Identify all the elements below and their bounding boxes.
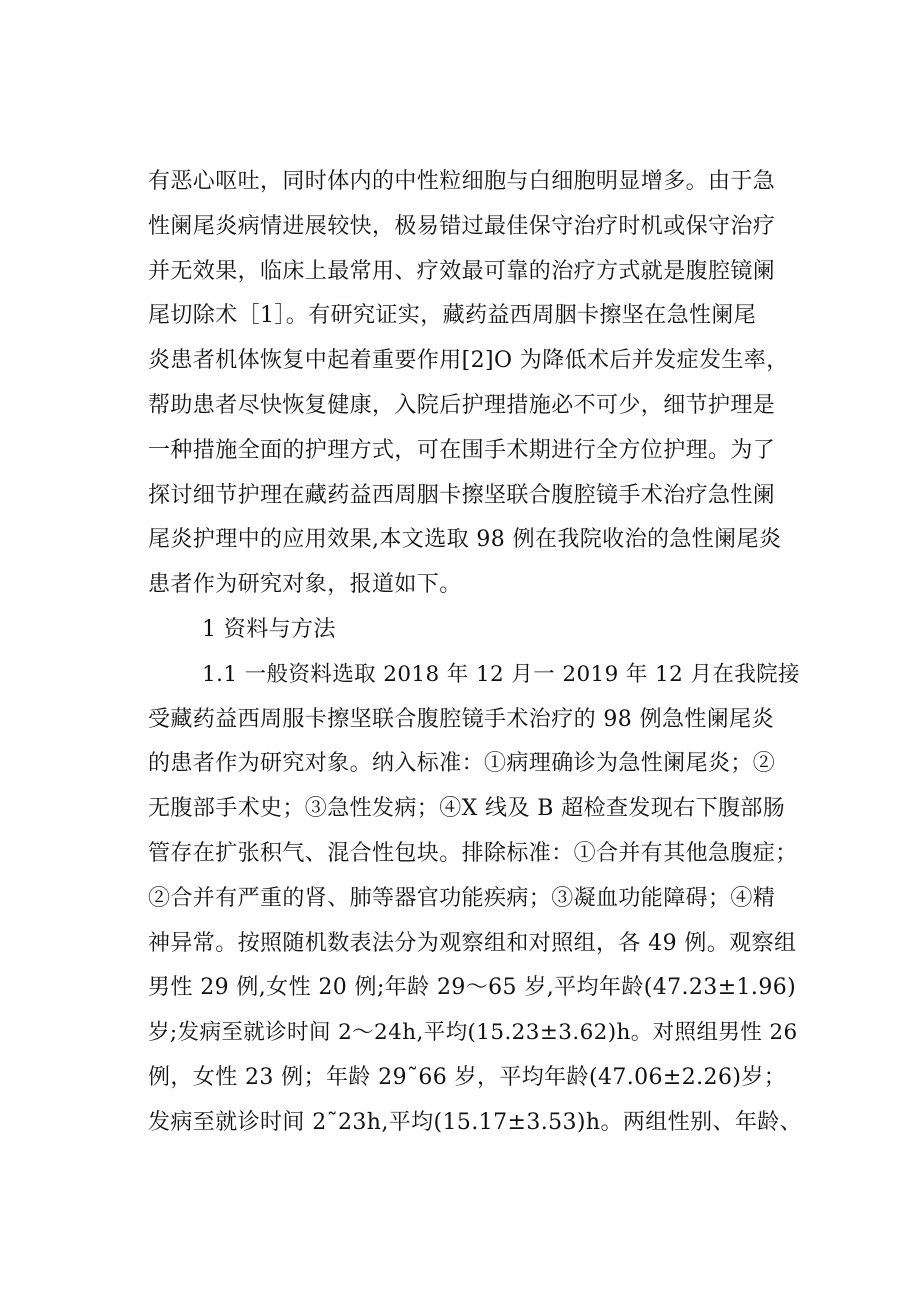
text-line: 岁;发病至就诊时间 2～24h,平均(15.23±3.62)h。对照组男性 26	[148, 1020, 798, 1046]
section-heading: 1 资料与方法	[202, 616, 336, 642]
text-line: 例，女性 23 例；年龄 29˜66 岁，平均年龄(47.06±2.26)岁；	[148, 1064, 787, 1090]
text-line: ②合并有严重的肾、肺等器官功能疾病；③凝血功能障碍；④精	[148, 885, 776, 911]
text-line: 患者作为研究对象，报道如下。	[148, 572, 462, 598]
text-line: 尾切除术［1］。有研究证实，藏药益西周胭卡擦坚在急性阑尾	[148, 303, 757, 329]
text-line: 并无效果，临床上最常用、疗效最可靠的治疗方式就是腹腔镜阑	[148, 258, 776, 284]
text-line: 炎患者机体恢复中起着重要作用[2]O 为降低术后并发症发生率，	[148, 348, 789, 374]
body-text	[148, 160, 808, 1146]
text-line: 有恶心呕吐，同时体内的中性粒细胞与白细胞明显增多。由于急	[148, 169, 776, 194]
text-line: 管存在扩张积气、混合性包块。排除标准：①合并有其他急腹症；	[148, 840, 798, 866]
text-line: 无腹部手术史；③急性发病；④X 线及 B 超检查发现右下腹部肠	[148, 796, 786, 822]
text-line: 的患者作为研究对象。纳入标准：①病理确诊为急性阑尾炎；②	[148, 751, 776, 777]
subsection-line: 1.1 一般资料选取 2018 年 12 月一 2019 年 12 月在我院接	[202, 661, 800, 687]
text-line: 男性 29 例,女性 20 例;年龄 29～65 岁,平均年龄(47.23±1.96)	[148, 975, 797, 1001]
text-line: 一种措施全面的护理方式，可在围手术期进行全方位护理。为了	[148, 437, 776, 463]
text-line: 探讨细节护理在藏药益西周胭卡擦坚联合腹腔镜手术治疗急性阑	[148, 482, 776, 508]
text-line: 发病至就诊时间 2˜23h,平均(15.17±3.53)h。两组性别、年龄、	[148, 1109, 803, 1135]
text-line: 帮助患者尽快恢复健康，入院后护理措施必不可少，细节护理是	[148, 392, 776, 418]
text-line: 尾炎护理中的应用效果,本文选取 98 例在我院收治的急性阑尾炎	[148, 527, 782, 553]
text-line: 神异常。按照随机数表法分为观察组和对照组，各 49 例。观察组	[148, 930, 797, 956]
text-line: 性阑尾炎病情进展较快，极易错过最佳保守治疗时机或保守治疗	[148, 213, 776, 239]
text-line: 受藏药益西周服卡擦坚联合腹腔镜手术治疗的 98 例急性阑尾炎	[148, 706, 774, 732]
